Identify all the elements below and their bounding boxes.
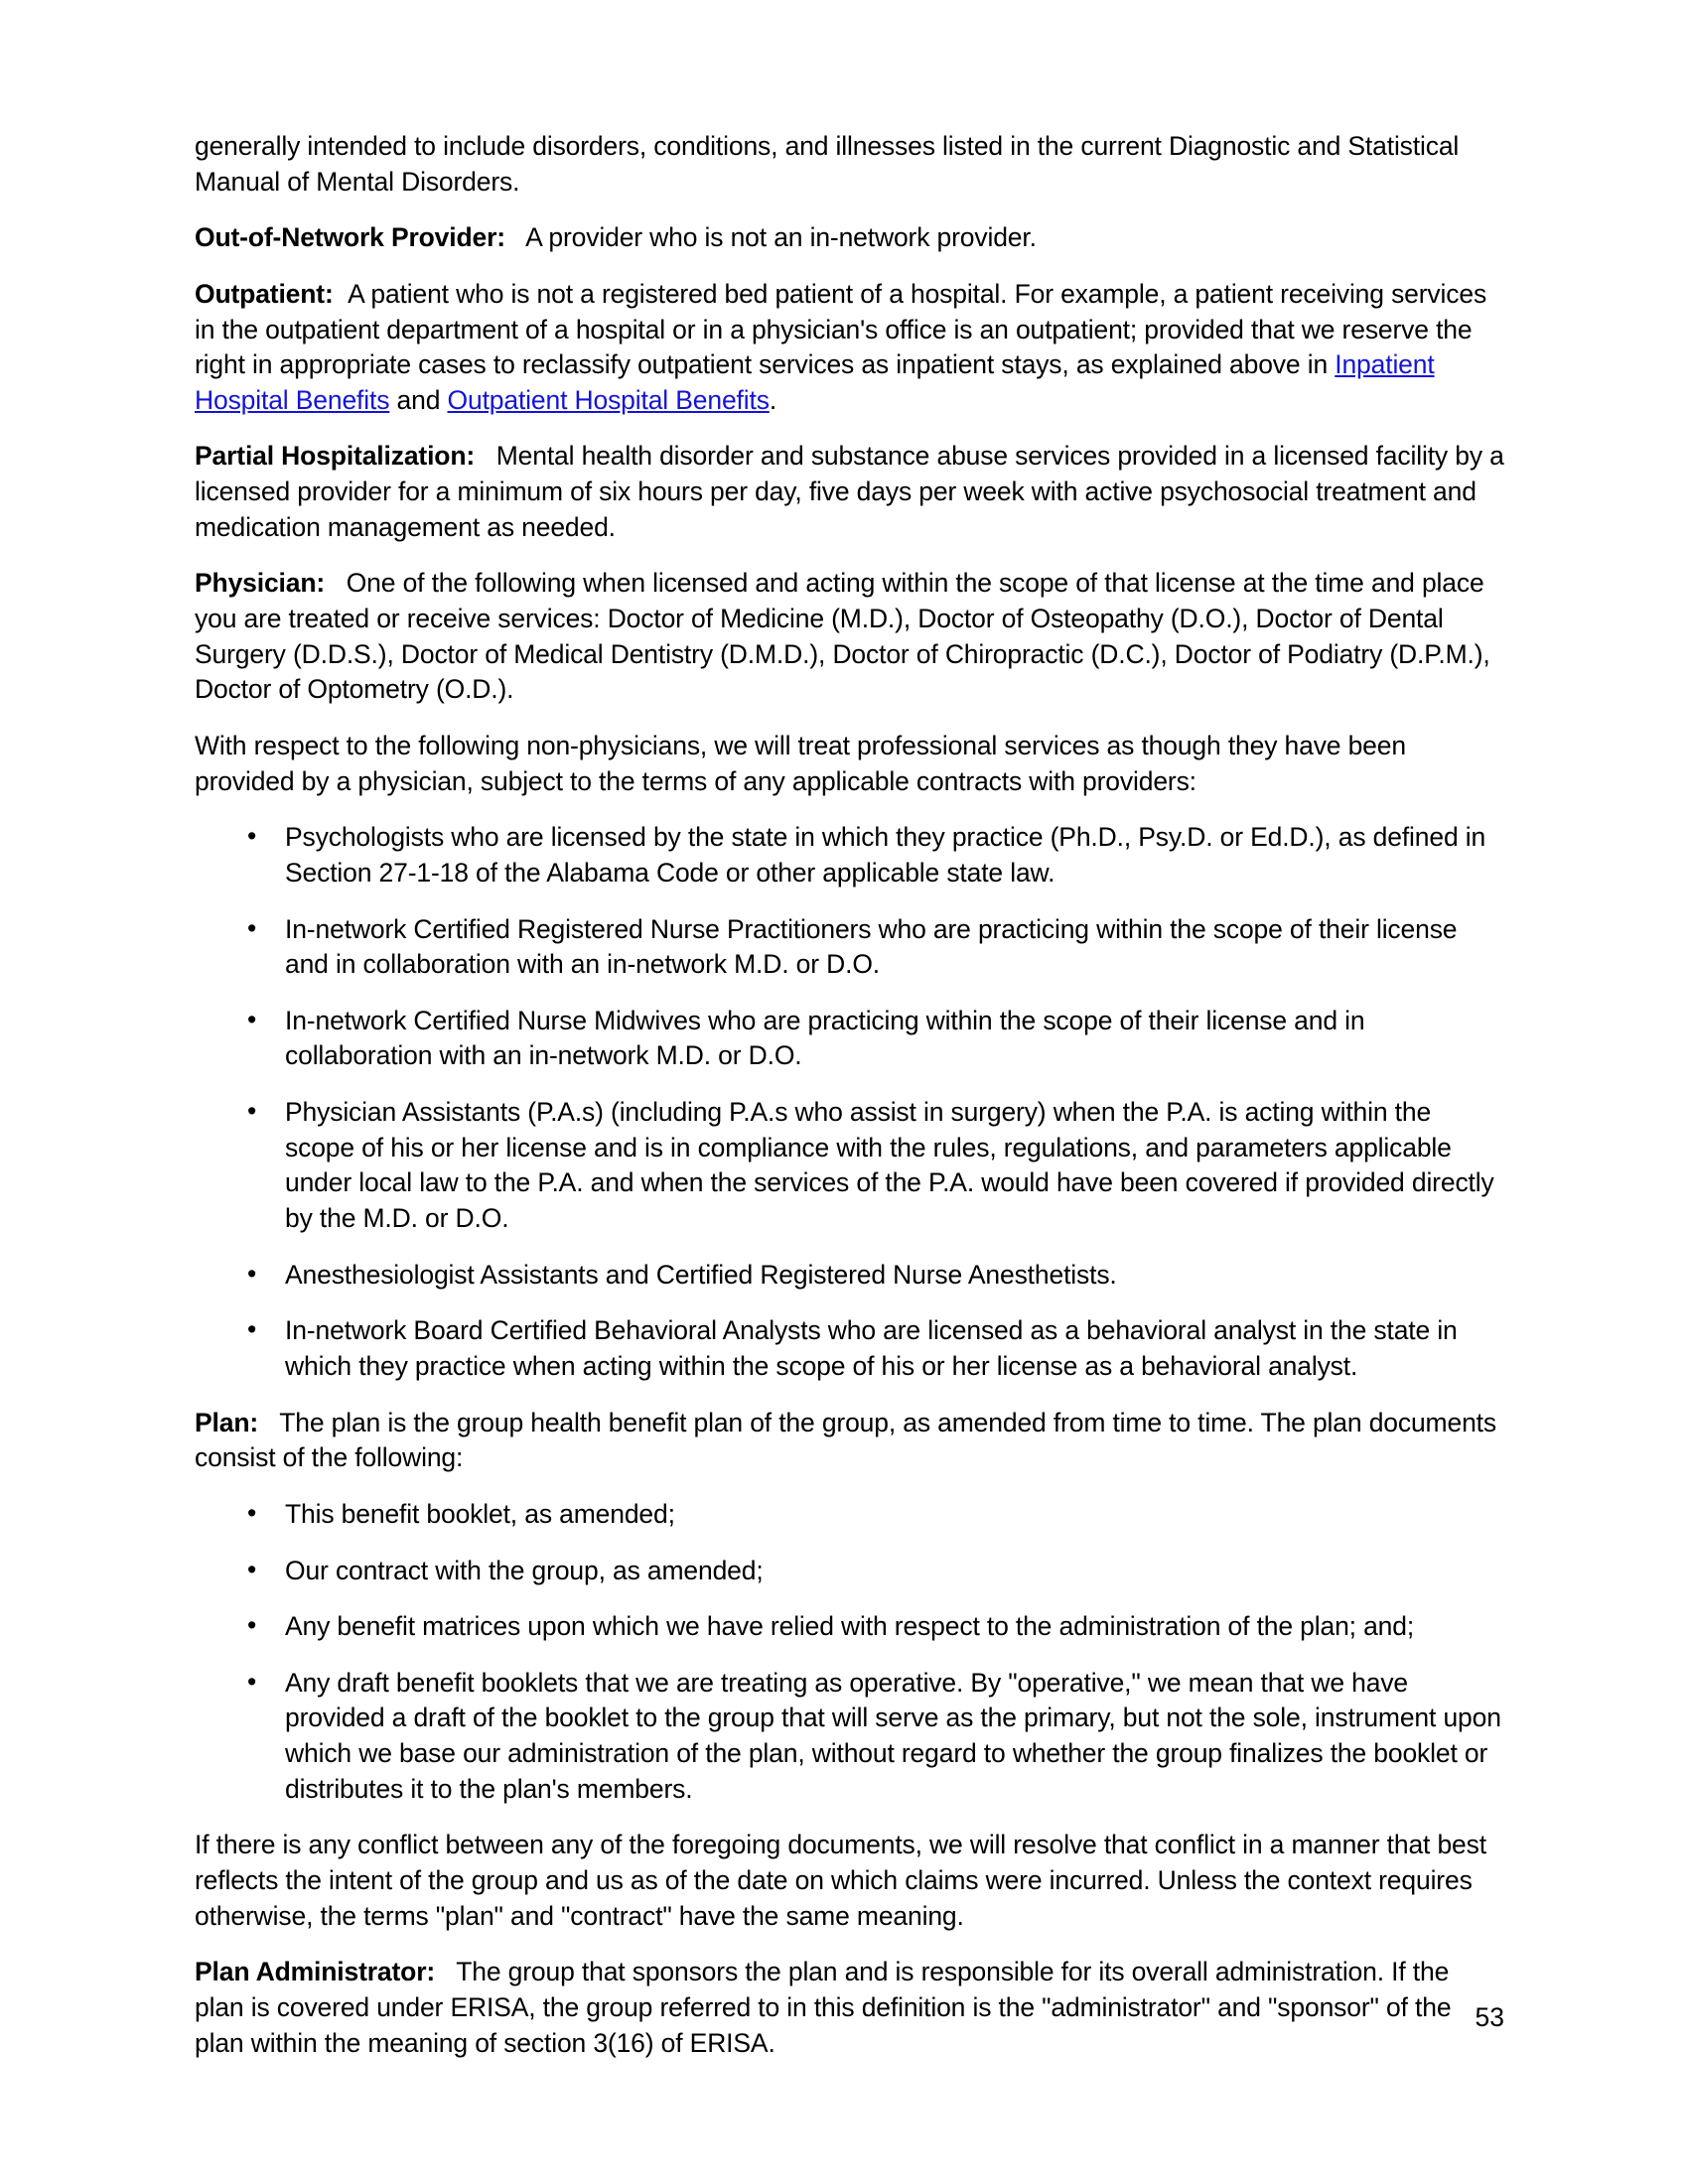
- plan-documents-bullet-list: [195, 1497, 1504, 1807]
- non-physicians-intro-paragraph: [195, 729, 1504, 799]
- list-item-text: In-network Board Certified Behavioral Analysts who are licensed as a behavioral analyst in the state in which they practice when acting within the scope of his or her license as a behavioral analyst.: [285, 1315, 1458, 1381]
- list-item: [195, 1666, 1504, 1808]
- definition-text-plan-administrator: The group that sponsors the plan and is responsible for its overall administration. If the plan is covered under ERISA, the group referred to in this definition is the "administrator" and "sponsor" of the plan within the meaning of section 3(16) of ERISA.: [195, 1957, 1452, 2058]
- term-label-plan: Plan:: [195, 1407, 259, 1437]
- conflict-resolution-text: If there is any conflict between any of the foregoing documents, we will resolve that conflict in a manner that best reflects the intent of the group and us as of the date on which claims were incurred. Unless the context requires otherwise, the terms "plan" and "contract" have the same meaning.: [195, 1830, 1486, 1931]
- list-item: [195, 1258, 1504, 1294]
- link-inpatient-hospital-benefits[interactable]: Inpatient Hospital Benefits: [195, 349, 1435, 415]
- non-physicians-intro-text: With respect to the following non-physicians, we will treat professional services as though they have been provided by a physician, subject to the terms of any applicable contracts with providers:: [195, 730, 1406, 796]
- definition-physician: [195, 566, 1504, 708]
- bullet-icon: •: [247, 1004, 257, 1034]
- definition-plan-administrator: [195, 1955, 1504, 2061]
- term-label-partial-hospitalization: Partial Hospitalization:: [195, 441, 476, 472]
- list-item-text: This benefit booklet, as amended;: [285, 1498, 675, 1529]
- term-label-physician: Physician:: [195, 568, 326, 599]
- list-item: [195, 1004, 1504, 1074]
- definition-text-plan: The plan is the group health benefit plan of the group, as amended from time to time. The plan documents consist of the following:: [195, 1407, 1496, 1473]
- bullet-icon: •: [247, 1497, 257, 1528]
- list-item: [195, 1497, 1504, 1533]
- list-item: [195, 912, 1504, 983]
- definition-text-partial-hospitalization: Mental health disorder and substance abuse services provided in a licensed facility by a licensed provider for a minimum of six hours per day, five days per week with active psychosocial treatment and medication management as needed.: [195, 441, 1504, 542]
- list-item: [195, 1554, 1504, 1589]
- definition-text-physician: One of the following when licensed and acting within the scope of that license at the time and place you are treated or receive services: Doctor of Medicine (M.D.), Doctor of Osteopathy (D.O.), Doctor of Dental Surgery (D.D.S.), Doctor of Medical Dentistry (D.M.D.), Doctor of Chiropractic (D.C.), Doctor of Podiatry (D.P.M.), Doctor of Optometry (O.D.).: [195, 568, 1490, 705]
- document-body: [195, 129, 1504, 2061]
- list-item-text: In-network Certified Registered Nurse Practitioners who are practicing within the scope of their license and in collaboration with an in-network M.D. or D.O.: [285, 913, 1458, 980]
- bullet-icon: •: [247, 1554, 257, 1584]
- page-number: 53: [1475, 2001, 1504, 2032]
- outpatient-conjunction: and: [389, 384, 448, 415]
- list-item: [195, 1313, 1504, 1384]
- term-label-plan-administrator: Plan Administrator:: [195, 1957, 436, 1987]
- bullet-icon: •: [247, 1314, 257, 1345]
- definition-partial-hospitalization: [195, 439, 1504, 545]
- list-item-text: Any benefit matrices upon which we have relied with respect to the administration of the plan; and;: [285, 1611, 1415, 1642]
- list-item-text: Any draft benefit booklets that we are treating as operative. By "operative," we mean that we have provided a draft of the booklet to the group that will serve as the primary, but not the sole, instrument upon which we base our administration of the plan, without regard to whether the group finalizes the booklet or distributes it to the plan's members.: [285, 1667, 1501, 1804]
- term-label-outpatient: Outpatient:: [195, 278, 334, 309]
- non-physician-bullet-list: [195, 820, 1504, 1384]
- list-item: [195, 1609, 1504, 1645]
- bullet-icon: •: [247, 821, 257, 852]
- bullet-icon: •: [247, 912, 257, 943]
- definition-text-outpatient-part1: A patient who is not a registered bed patient of a hospital. For example, a patient receiving services in the outpatient department of a hospital or in a physician's office is an outpatient; provided that we reserve the right in appropriate cases to reclassify outpatient services as inpatient stays, as explained above in: [195, 278, 1487, 380]
- list-item-text: Our contract with the group, as amended;: [285, 1555, 764, 1585]
- definition-text-out-of-network: A provider who is not an in-network provider.: [525, 222, 1037, 253]
- definition-outpatient: [195, 277, 1504, 419]
- intro-paragraph-text: generally intended to include disorders, conditions, and illnesses listed in the current Diagnostic and Statistical Manual of Mental Disorders.: [195, 131, 1460, 197]
- term-label-out-of-network: Out-of-Network Provider:: [195, 222, 505, 253]
- definition-out-of-network-provider: [195, 220, 1504, 256]
- list-item-text: Psychologists who are licensed by the state in which they practice (Ph.D., Psy.D. or Ed.D.), as defined in Section 27-1-18 of the Alabama Code or other applicable state law.: [285, 822, 1486, 887]
- link-outpatient-hospital-benefits[interactable]: Outpatient Hospital Benefits: [447, 384, 770, 415]
- bullet-icon: •: [247, 1610, 257, 1641]
- list-item: [195, 820, 1504, 890]
- list-item: [195, 1095, 1504, 1237]
- bullet-icon: •: [247, 1258, 257, 1289]
- bullet-icon: •: [247, 1666, 257, 1697]
- list-item-text: Physician Assistants (P.A.s) (including P.A.s who assist in surgery) when the P.A. is acting within the scope of his or her license and is in compliance with the rules, regulations, and parameters applicable under local law to the P.A. and when the services of the P.A. would have been covered if provided directly by the M.D. or D.O.: [285, 1097, 1494, 1234]
- list-item-text: In-network Certified Nurse Midwives who are practicing within the scope of their license and in collaboration with an in-network M.D. or D.O.: [285, 1005, 1365, 1071]
- bullet-icon: •: [247, 1096, 257, 1127]
- list-item-text: Anesthesiologist Assistants and Certified Registered Nurse Anesthetists.: [285, 1259, 1117, 1290]
- conflict-resolution-paragraph: [195, 1828, 1504, 1934]
- definition-plan: [195, 1406, 1504, 1476]
- definition-text-outpatient-part2: .: [769, 384, 777, 415]
- intro-paragraph: [195, 129, 1504, 200]
